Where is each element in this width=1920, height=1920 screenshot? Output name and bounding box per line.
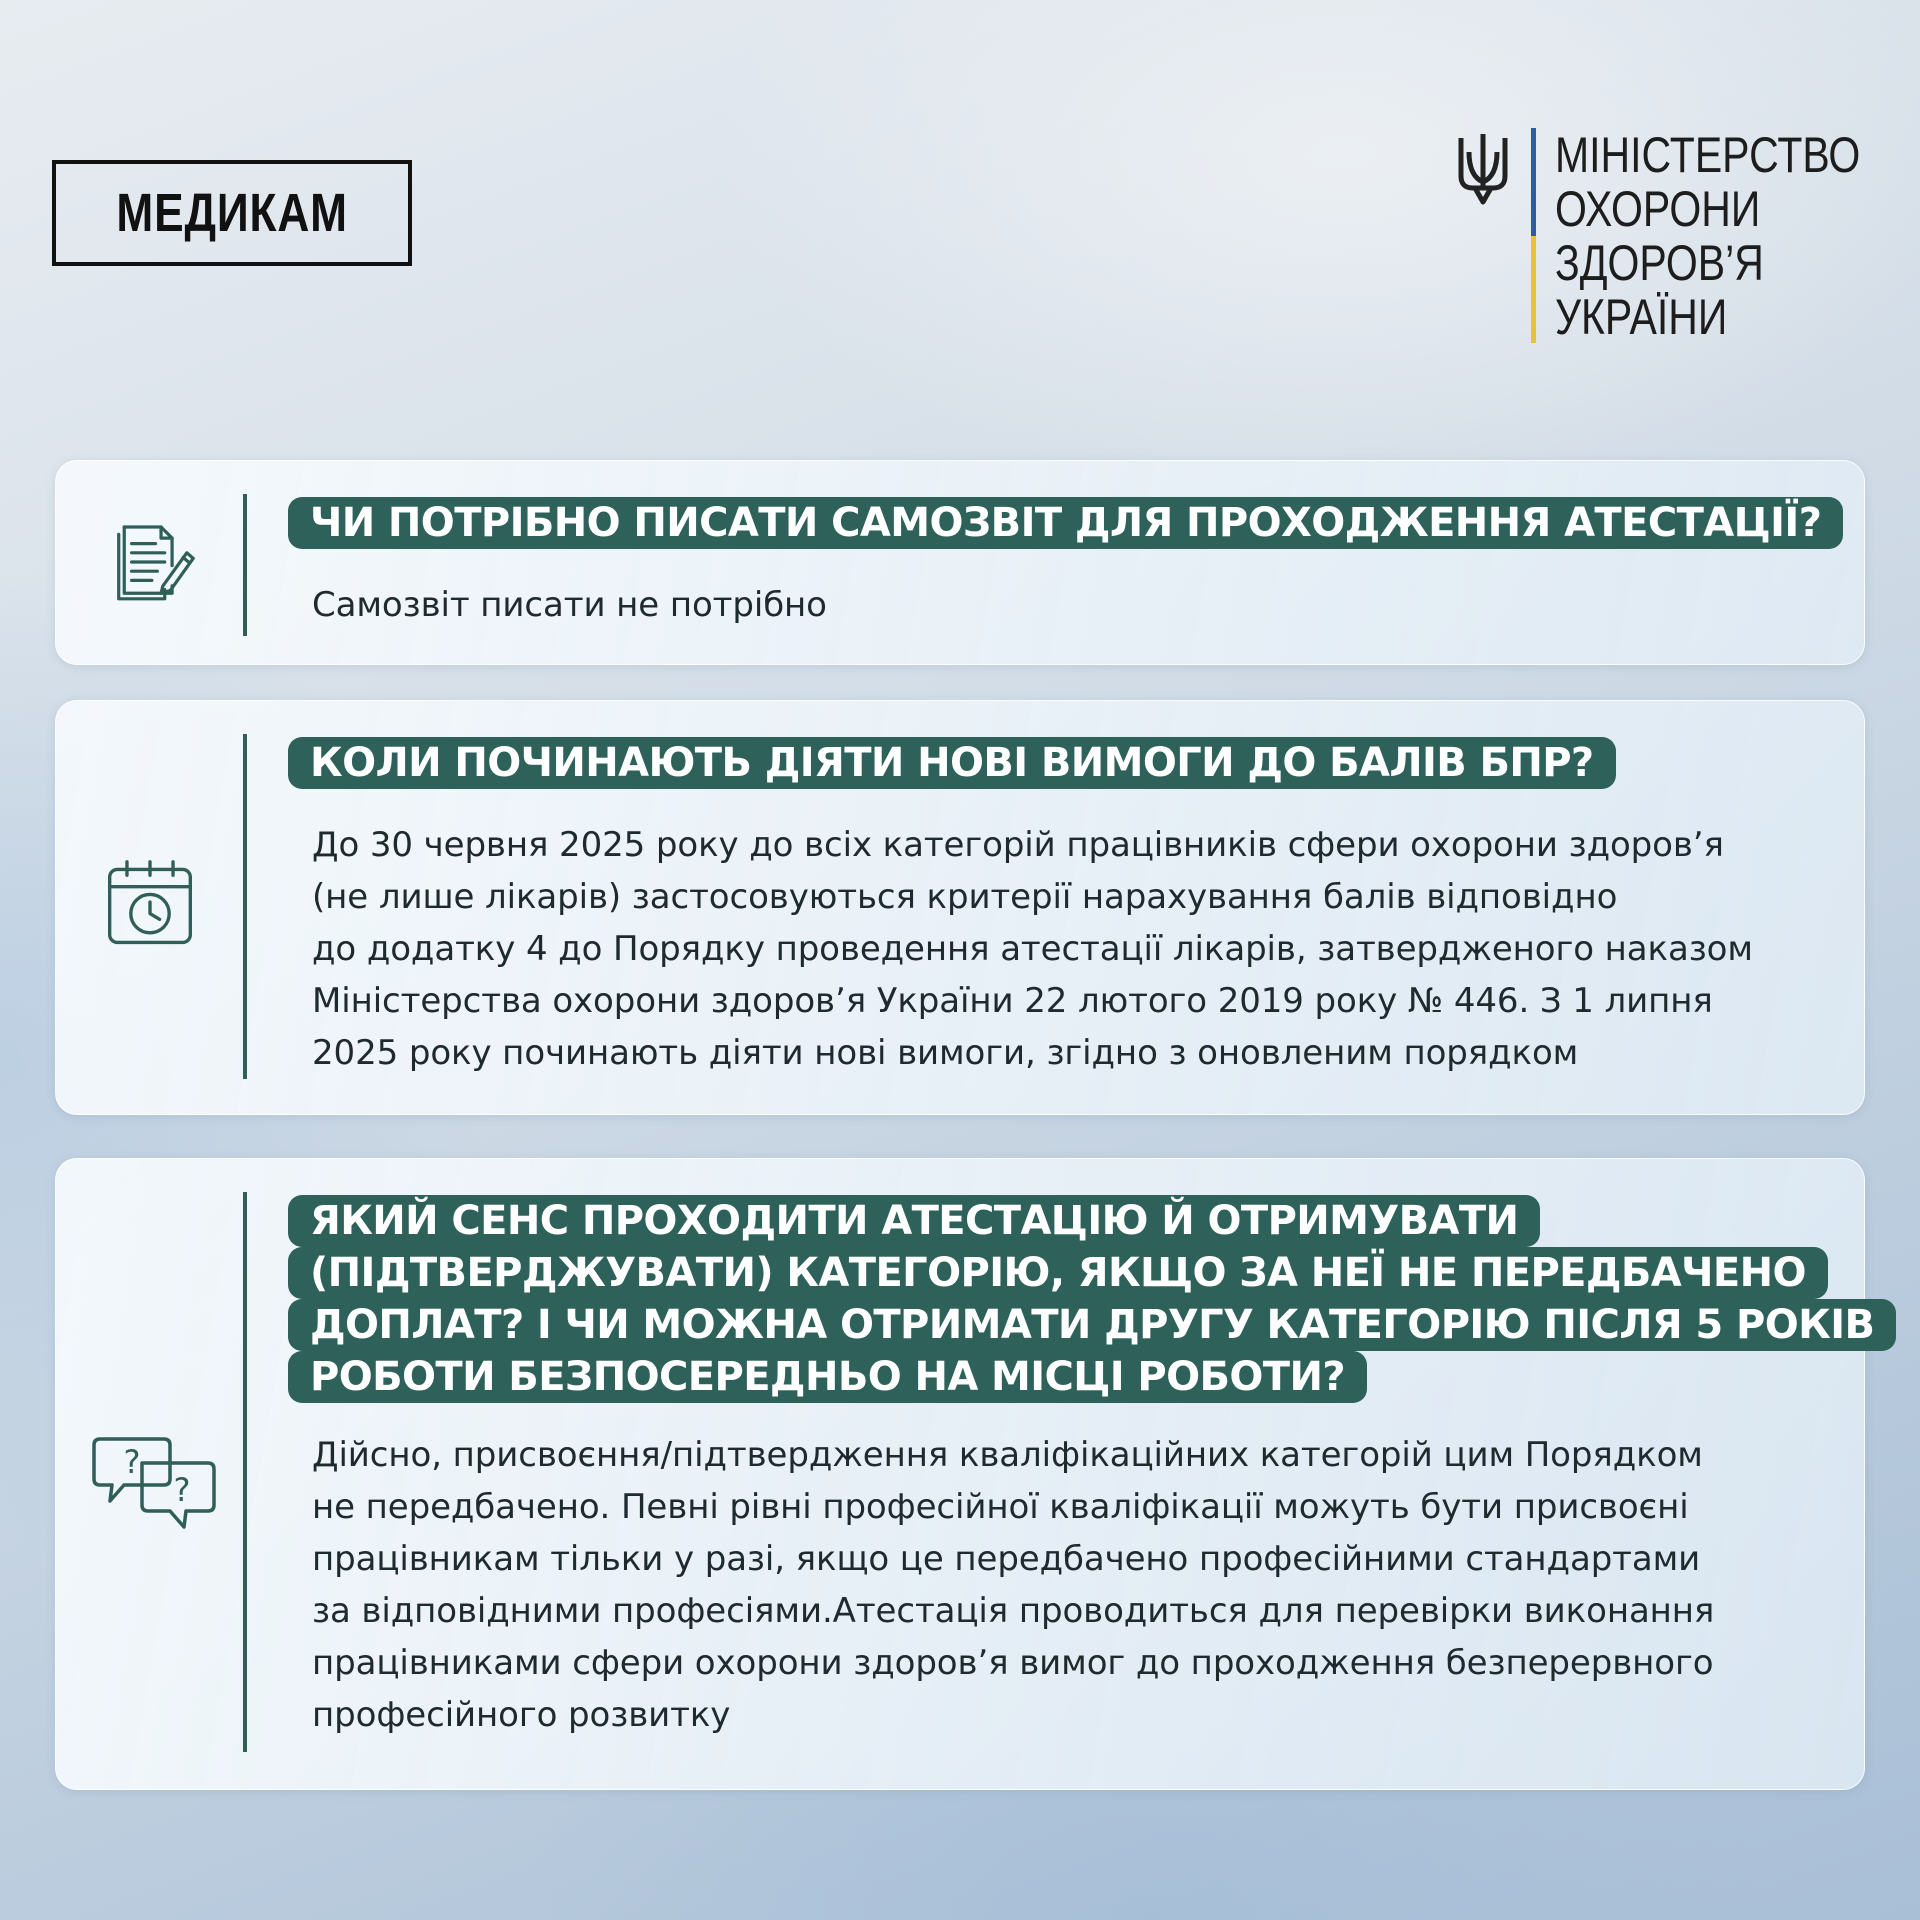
answer-text: Самозвіт писати не потрібно bbox=[312, 585, 827, 625]
ministry-name-line: ОХОРОНИ bbox=[1555, 181, 1761, 237]
question-block bbox=[288, 1195, 1896, 1403]
question-text: КОЛИ ПОЧИНАЮТЬ ДІЯТИ НОВІ ВИМОГИ ДО БАЛІВ БПР? bbox=[288, 737, 1616, 789]
trident-icon bbox=[1455, 130, 1511, 208]
divider-line bbox=[243, 494, 247, 636]
faq-card-self-report bbox=[55, 460, 1865, 665]
question-bubbles-icon bbox=[90, 1429, 220, 1529]
question-text: ЧИ ПОТРІБНО ПИСАТИ САМОЗВІТ ДЛЯ ПРОХОДЖЕННЯ АТЕСТАЦІЇ? bbox=[288, 497, 1843, 549]
calendar-clock-icon bbox=[102, 856, 198, 952]
question-block bbox=[288, 737, 1616, 789]
faq-card-category-purpose bbox=[55, 1158, 1875, 1790]
svg-text:?: ? bbox=[123, 1443, 141, 1481]
ministry-name-line: ЗДОРОВ’Я bbox=[1555, 235, 1764, 291]
faq-card-bpr-requirements bbox=[55, 700, 1865, 1115]
document-pen-icon bbox=[104, 516, 196, 608]
question-text-line: ДОПЛАТ? І ЧИ МОЖНА ОТРИМАТИ ДРУГУ КАТЕГОРІЮ ПІСЛЯ 5 РОКІВ bbox=[288, 1299, 1896, 1351]
answer-text: До 30 червня 2025 року до всіх категорій працівників сфери охорони здоров’я (не лише лікарів) застосовуються критерії нарахування балів відповідно до додатку 4 до Порядку проведення атестації лікарів, затвердженого наказом Міністерства охорони здоров’я України 22 лютого 2019 року № 446. З 1 липня 2025 року починають діяти нові вимоги, згідно з оновленим порядком bbox=[312, 825, 1753, 1073]
ministry-name-line: МІНІСТЕРСТВО bbox=[1555, 127, 1861, 183]
question-text-line: ЯКИЙ СЕНС ПРОХОДИТИ АТЕСТАЦІЮ Й ОТРИМУВАТИ bbox=[288, 1195, 1540, 1247]
ministry-name bbox=[1555, 128, 1860, 344]
question-text-line: (ПІДТВЕРДЖУВАТИ) КАТЕГОРІЮ, ЯКЩО ЗА НЕЇ НЕ ПЕРЕДБАЧЕНО bbox=[288, 1247, 1828, 1299]
ministry-logo bbox=[1455, 127, 1861, 345]
ministry-name-line: УКРАЇНИ bbox=[1555, 289, 1728, 345]
question-text-line: РОБОТИ БЕЗПОСЕРЕДНЬО НА МІСЦІ РОБОТИ? bbox=[288, 1351, 1367, 1403]
svg-text:?: ? bbox=[173, 1471, 191, 1509]
answer-text: Дійсно, присвоєння/підтвердження кваліфікаційних категорій цим Порядком не передбачено. Певні рівні професійної кваліфікації можуть бути присвоєні працівникам тільки у разі, якщо це передбачено професійними стандартами за відповідними професіями.Атестація проводиться для перевірки виконання працівниками сфери охорони здоров’я вимог до проходження безперервного професійного розвитку bbox=[312, 1435, 1715, 1735]
flag-bar bbox=[1531, 128, 1536, 343]
divider-line bbox=[243, 1192, 247, 1752]
question-block bbox=[288, 497, 1843, 549]
category-badge bbox=[52, 160, 412, 266]
badge-label: МЕДИКАМ bbox=[116, 183, 348, 243]
divider-line bbox=[243, 734, 247, 1079]
